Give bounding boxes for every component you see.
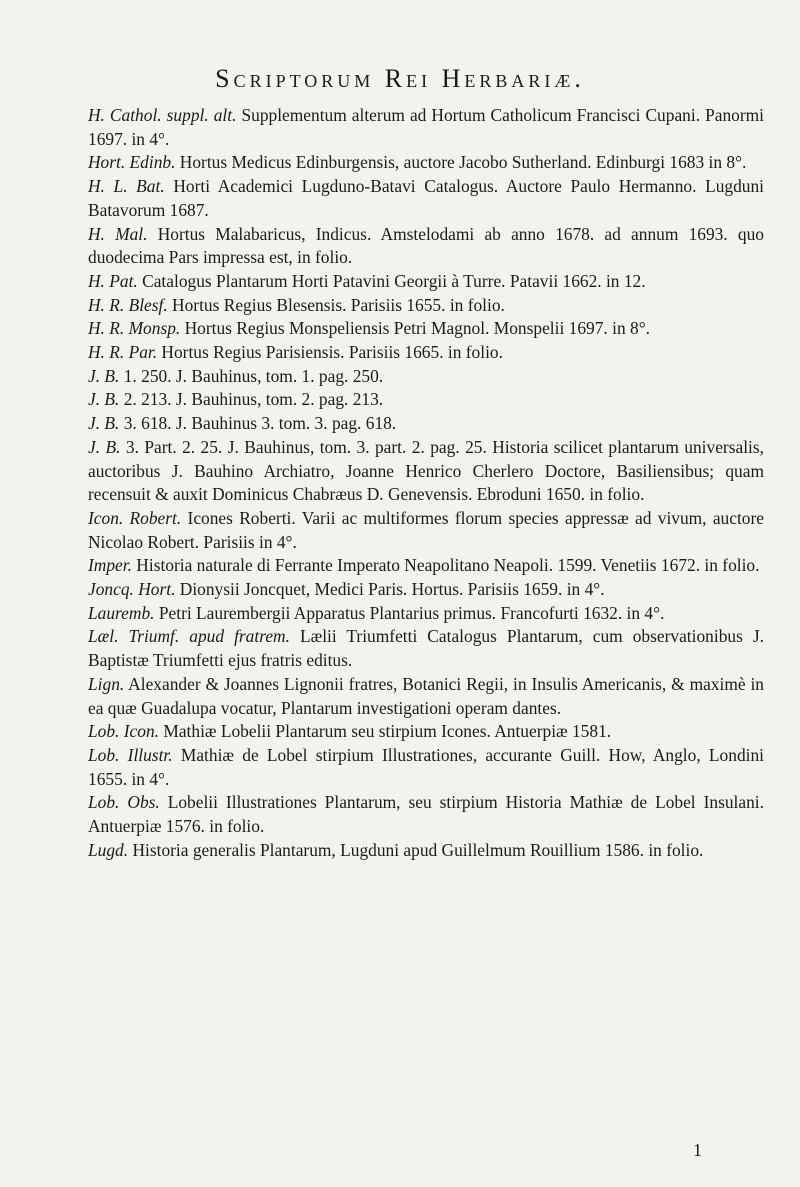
entry-abbreviation: H. L. Bat. (88, 176, 165, 197)
bibliography-entry (88, 436, 764, 507)
entry-abbreviation: Imper. (88, 555, 132, 576)
entry-abbreviation: H. R. Monsp. (88, 318, 181, 339)
bibliography-entry (88, 151, 764, 175)
entry-text: Supplementum alterum ad Hortum Catholicum Francisci Cupani. Panormi 1697. in 4°. (88, 105, 764, 149)
entry-abbreviation: Lob. Illustr. (88, 744, 173, 765)
entry-abbreviation: Lugd. (88, 839, 129, 860)
bibliography-entry (88, 317, 764, 341)
entry-text: Lælii Triumfetti Catalogus Plantarum, cum observationibus J. Baptistæ Triumfetti ejus fratris editus. (88, 626, 764, 671)
bibliography-entry (88, 294, 764, 318)
entry-text: Hortus Malabaricus, Indicus. Amstelodami ab anno 1678. ad annum 1693. quo duodecima Pars impressa est, in folio. (88, 223, 764, 268)
entry-abbreviation: Joncq. Hort. (88, 579, 176, 600)
entry-abbreviation: H. Pat. (88, 270, 138, 291)
bibliography-entry (88, 839, 764, 863)
bibliography-entry (88, 554, 764, 578)
entry-abbreviation: J. B. (88, 389, 120, 410)
entry-text: Dionysii Joncquet, Medici Paris. Hortus. Parisiis 1659. in 4°. (175, 579, 605, 600)
entry-text: Hortus Regius Monspeliensis Petri Magnol. Monspelii 1697. in 8°. (180, 318, 650, 339)
entry-abbreviation: J. B. (88, 413, 120, 434)
entry-text: 3. 618. J. Bauhinus 3. tom. 3. pag. 618. (119, 413, 397, 434)
entry-abbreviation: H. Mal. (88, 223, 148, 244)
bibliography-entry (88, 223, 764, 270)
entry-text: Alexander & Joannes Lignonii fratres, Botanici Regii, in Insulis Americanis, & maximè in ea quæ Guadalupa vocatur, Plantarum investigationi operam dantes. (88, 673, 764, 718)
entry-abbreviation: H. Cathol. suppl. alt. (88, 105, 237, 125)
entry-text: Hortus Regius Parisiensis. Parisiis 1665. in folio. (157, 342, 503, 363)
entry-text: Catalogus Plantarum Horti Patavini Georgii à Turre. Patavii 1662. in 12. (137, 270, 646, 291)
entry-abbreviation: Lob. Obs. (88, 792, 160, 813)
running-head: Scriptorum Rei Herbariæ. (215, 64, 585, 93)
entry-text: Icones Roberti. Varii ac multiformes florum species appressæ ad vivum, auctore Nicolao Robert. Parisiis in 4°. (88, 507, 765, 552)
bibliography-entry (88, 507, 764, 554)
bibliography-entry (88, 365, 764, 389)
bibliography-entry (88, 270, 764, 294)
entry-text: 2. 213. J. Bauhinus, tom. 2. pag. 213. (119, 389, 384, 410)
entry-abbreviation: Lauremb. (88, 602, 155, 623)
entry-text: Hortus Medicus Edinburgensis, auctore Jacobo Sutherland. Edinburgi 1683 in 8°. (175, 152, 747, 173)
bibliography-entry (88, 602, 764, 626)
entry-text: Lobelii Illustrationes Plantarum, seu stirpium Historia Mathiæ de Lobel Insulani. Antuerpiæ 1576. in folio. (88, 792, 764, 837)
entry-text: Horti Academici Lugduno-Batavi Catalogus. Auctore Paulo Hermanno. Lugduni Batavorum 1687. (88, 176, 765, 220)
entry-abbreviation: Lob. Icon. (88, 721, 160, 742)
entry-text: Petri Laurembergii Apparatus Plantarius primus. Francofurti 1632. in 4°. (154, 602, 665, 623)
entry-abbreviation: H. R. Par. (88, 342, 158, 363)
entry-abbreviation: Hort. Edinb. (88, 152, 176, 173)
bibliography-entry (88, 578, 764, 602)
entry-text: Historia naturale di Ferrante Imperato Neapolitano Neapoli. 1599. Venetiis 1672. in folio. (131, 555, 760, 576)
bibliography-entry (88, 412, 764, 436)
bibliography-entry (88, 104, 764, 151)
entry-abbreviation: J. B. (88, 436, 121, 457)
entry-text: Hortus Regius Blesensis. Parisiis 1655. in folio. (167, 294, 505, 315)
entry-abbreviation: Icon. Robert. (88, 507, 182, 528)
entry-text: 3. Part. 2. 25. J. Bauhinus, tom. 3. part. 2. pag. 25. Historia scilicet plantarum universalis, auctoribus J. Bauhino Archiatro, Joanne Henrico Cherlero Doctore, Basiliensibus; quam recensuit & auxit Dominicus Chabræus D. Genevensis. Ebroduni 1650. in folio. (88, 436, 764, 505)
bibliography-entry (88, 625, 764, 672)
bibliography-entry (88, 175, 764, 222)
bibliography-entry (88, 673, 764, 720)
bibliography-entry (88, 791, 764, 838)
entry-text: Mathiæ de Lobel stirpium Illustrationes, accurante Guill. How, Anglo, Londini 1655. in 4°. (88, 744, 764, 789)
entry-text: Historia generalis Plantarum, Lugduni apud Guillelmum Rouillium 1586. in folio. (128, 839, 704, 860)
entry-abbreviation: H. R. Blesf. (88, 294, 168, 315)
entry-abbreviation: J. B. (88, 365, 120, 386)
entry-text: Mathiæ Lobelii Plantarum seu stirpium Icones. Antuerpiæ 1581. (159, 721, 612, 742)
bibliography-entry (88, 341, 764, 365)
bibliography-entry (88, 388, 764, 412)
entry-abbreviation: Lign. (88, 673, 125, 694)
bibliography-entry (88, 744, 764, 791)
bibliography-list (88, 104, 764, 863)
signature-mark: 1 (693, 1140, 702, 1160)
bibliography-entry (88, 720, 764, 744)
entry-text: 1. 250. J. Bauhinus, tom. 1. pag. 250. (119, 365, 384, 386)
entry-abbreviation: Læl. Triumf. apud fratrem. (88, 626, 290, 647)
